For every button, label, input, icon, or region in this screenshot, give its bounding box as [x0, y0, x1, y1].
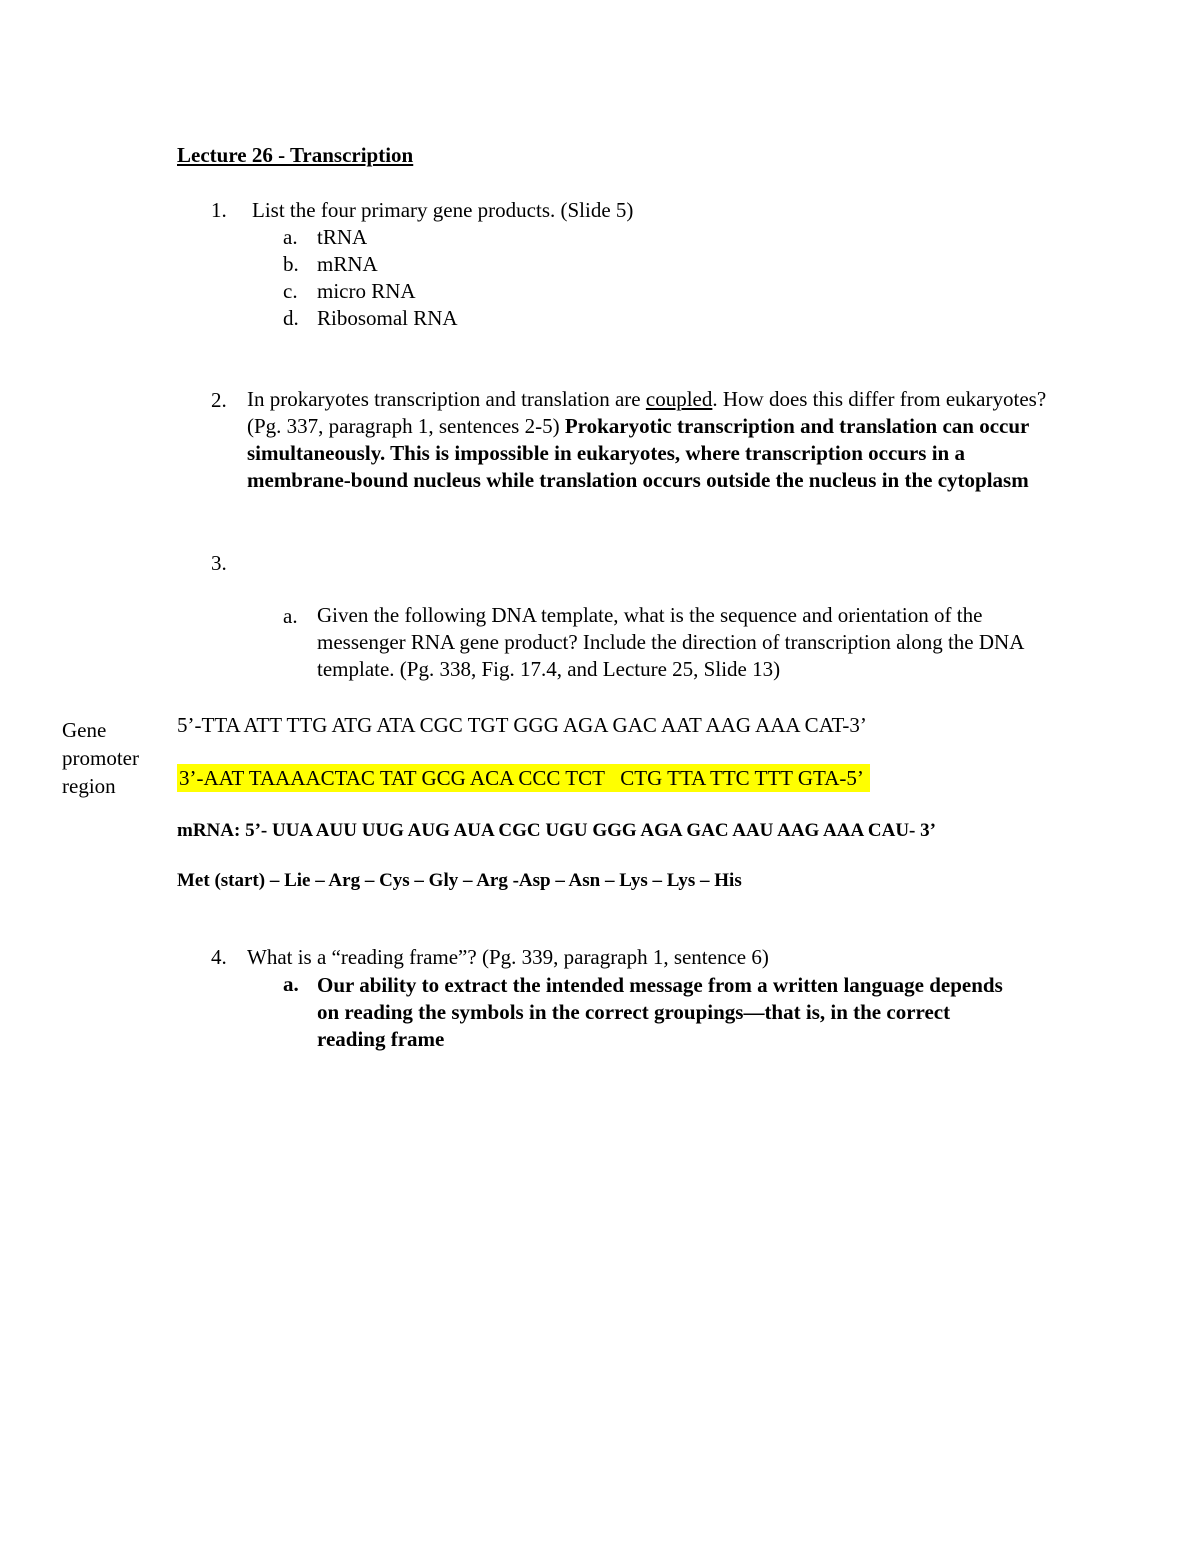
side-label-line: promoter: [62, 746, 139, 770]
q2-number: 2.: [211, 388, 227, 412]
q2-text-after: . How does this differ from eukaryotes? (Pg. 337, paragraph 1, sentences 2-5): [247, 387, 1047, 438]
q1-item-letter: d.: [283, 306, 299, 330]
q4-answer: Our ability to extract the intended message from a written language depends on reading the symbols in the correct groupings—that is, in the correct reading frame: [317, 973, 1003, 1051]
dna-template-strand-wrapper: [177, 766, 870, 791]
dna-coding-strand: 5’-TTA ATT TTG ATG ATA CGC TGT GGG AGA GAC AAT AAG AAA CAT-3’: [177, 713, 867, 737]
q2-paragraph: [247, 386, 1047, 494]
q4-number: 4.: [211, 945, 227, 969]
gene-promoter-label: [62, 716, 139, 800]
q1-item-letter: b.: [283, 252, 299, 276]
q1-item-text: tRNA: [317, 225, 368, 249]
q2-answer: Prokaryotic transcription and translation can occur simultaneously. This is impossible in eukaryotes, where transcription occurs in a membrane-bound nucleus while translation occurs outside the nucleus in the cytoplasm: [247, 414, 1029, 492]
q3-number: 3.: [211, 551, 227, 575]
q1-item-letter: c.: [283, 279, 298, 303]
q4-sub-letter: a.: [283, 972, 299, 996]
q1-item-text: micro RNA: [317, 279, 416, 303]
q3-sub-text: Given the following DNA template, what is the sequence and orientation of the messenger RNA gene product? Include the direction of transcription along the DNA template. (Pg. 338, Fig. 17.4, and Lecture 25, Slide 13): [317, 603, 1024, 681]
q1-item-text: mRNA: [317, 252, 378, 276]
q2-underlined: coupled: [645, 387, 713, 411]
dna-template-strand: 3’-AAT TAAAACTAC TAT GCG ACA CCC TCT CTG TTA TTC TTT GTA-5’: [177, 764, 870, 792]
side-label-line: Gene: [62, 718, 107, 742]
q1-item-letter: a.: [283, 225, 298, 249]
protein-sequence: Met (start) – Lie – Arg – Cys – Gly – Arg -Asp – Asn – Lys – Lys – His: [177, 870, 742, 891]
mrna-sequence: mRNA: 5’- UUA AUU UUG AUG AUA CGC UGU GGG AGA GAC AAU AAG AAA CAU- 3’: [177, 820, 936, 841]
q1-item-text: Ribosomal RNA: [317, 306, 458, 330]
page-title: Lecture 26 - Transcription: [177, 143, 414, 167]
q4-text: What is a “reading frame”? (Pg. 339, paragraph 1, sentence 6): [247, 945, 769, 969]
q2-text-before: In prokaryotes transcription and translation are: [247, 387, 646, 411]
q1-text: List the four primary gene products. (Slide 5): [252, 198, 634, 222]
q1-number: 1.: [211, 198, 227, 222]
q3-sub-letter: a.: [283, 604, 298, 628]
side-label-line: region: [62, 774, 116, 798]
